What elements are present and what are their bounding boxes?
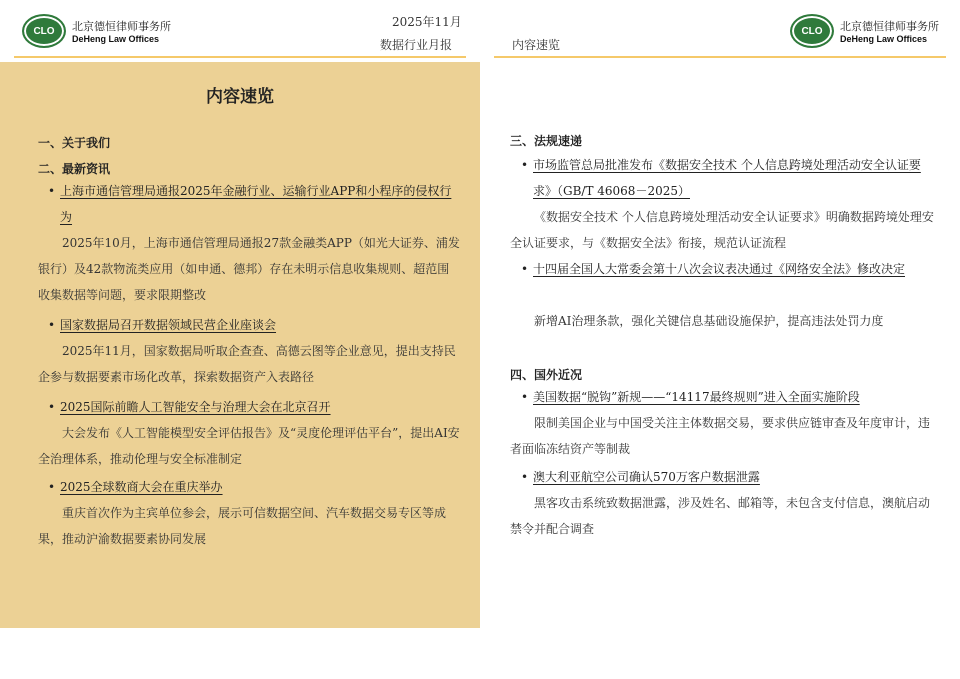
firm-name-en: DeHeng Law Offices	[840, 34, 928, 44]
report-date: 2025年11月	[392, 15, 462, 29]
section-heading: 四、国外近况	[510, 368, 583, 382]
section-label: 内容速览	[512, 38, 561, 52]
regulation-link[interactable]: • 十四届全国人大常委会第十八次会议表决通过《网络安全法》修改决定	[533, 256, 933, 282]
firm-name-en: DeHeng Law Offices	[72, 34, 160, 44]
news-link[interactable]: • 2025国际前瞻人工智能安全与治理大会在北京召开	[60, 394, 331, 420]
header-rule-right	[494, 56, 946, 58]
foreign-news-link[interactable]: • 美国数据“脱钩”新规——“14117最终规则”进入全面实施阶段	[533, 384, 860, 410]
news-link[interactable]: • 国家数据局召开数据领域民营企业座谈会	[60, 312, 276, 338]
header-rule-left	[14, 56, 466, 58]
firm-seal: CLO	[790, 14, 834, 48]
news-link[interactable]: • 2025全球数商大会在重庆举办	[60, 474, 223, 500]
regulation-body: 新增AI治理条款，强化关键信息基础设施保护，提高违法处罚力度	[534, 314, 884, 328]
firm-name-cn: 北京德恒律师事务所	[72, 20, 171, 33]
news-body: 大会发布《人工智能模型安全评估报告》及“灵度伦理评估平台”，提出AI安全治理体系，推动伦理与安全标准制定	[38, 426, 460, 466]
section-heading: 二、最新资讯	[38, 162, 111, 176]
section-heading: 三、法规速递	[510, 134, 583, 148]
page-title: 内容速览	[206, 87, 274, 107]
regulation-body: 《数据安全技术 个人信息跨境处理活动安全认证要求》明确数据跨境处理安全认证要求，与《数据安全法》衔接，规范认证流程	[510, 210, 934, 250]
firm-seal: CLO	[22, 14, 66, 48]
firm-logo-right	[790, 14, 939, 48]
report-title: 数据行业月报	[380, 38, 453, 52]
foreign-news-link[interactable]: • 澳大利亚航空公司确认570万客户数据泄露	[533, 464, 760, 490]
firm-name-cn: 北京德恒律师事务所	[840, 20, 939, 33]
firm-logo-left	[22, 14, 171, 48]
news-body: 2025年10月，上海市通信管理局通报27款金融类APP（如光大证券、浦发银行）及42款物流类应用（如申通、德邦）存在未明示信息收集规则、超范围收集数据等问题，要求限期整改	[38, 236, 460, 302]
regulation-link[interactable]: • 市场监管总局批准发布《数据安全技术 个人信息跨境处理活动安全认证要求》（GB/T 46068－2025）	[533, 152, 933, 204]
news-link[interactable]: • 上海市通信管理局通报2025年金融行业、运输行业APP和小程序的侵权行为	[60, 178, 458, 230]
foreign-news-body: 黑客攻击系统致数据泄露，涉及姓名、邮箱等，未包含支付信息，澳航启动禁令并配合调查	[510, 496, 931, 536]
news-body: 重庆首次作为主宾单位参会，展示可信数据空间、汽车数据交易专区等成果，推动沪渝数据要素协同发展	[38, 506, 447, 546]
section-heading: 一、关于我们	[38, 136, 111, 150]
news-body: 2025年11月，国家数据局听取企查查、高德云图等企业意见，提出支持民企参与数据要素市场化改革，探索数据资产入表路径	[38, 344, 456, 384]
foreign-news-body: 限制美国企业与中国受关注主体数据交易，要求供应链审查及年度审计，违者面临冻结资产等制裁	[510, 416, 931, 456]
